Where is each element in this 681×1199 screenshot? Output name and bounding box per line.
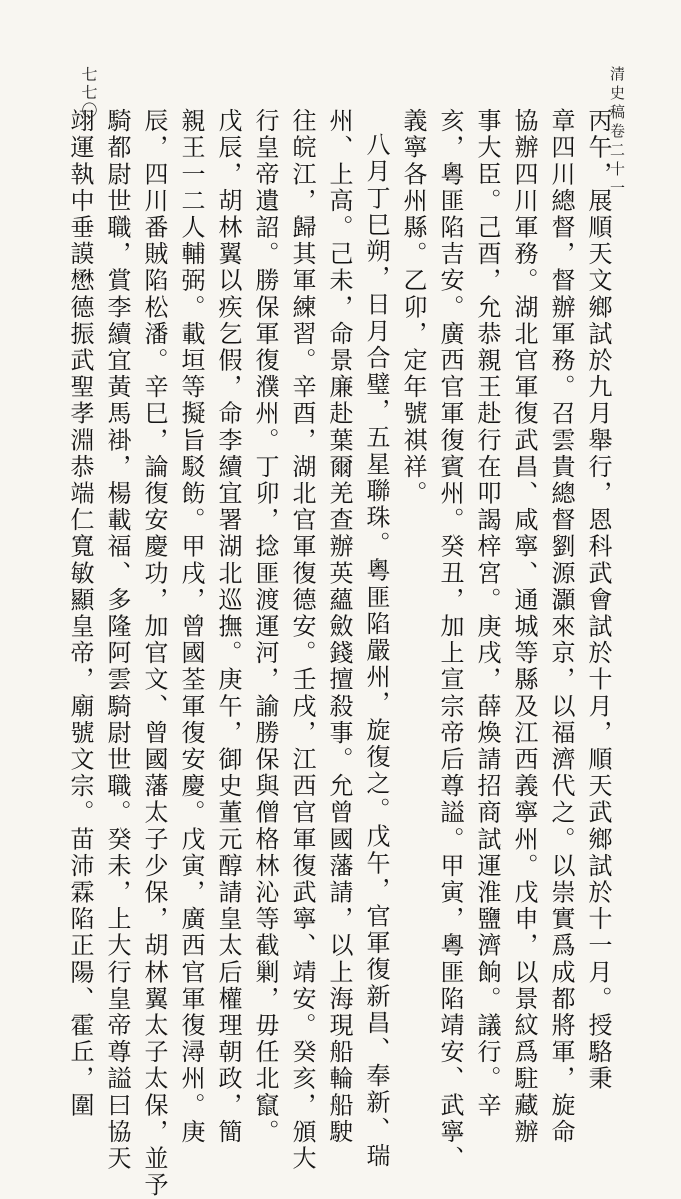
text-column-5: 亥，粵匪陷吉安。廣西官軍復賓州。癸丑，加上宣宗帝后尊謚。甲寅，粵匪陷靖安、武寧、	[436, 108, 464, 1172]
page-number: 七七〇	[79, 66, 98, 120]
text-column-14: 騎都尉世職，賞李續宜黃馬褂，楊載福、多隆阿雲騎尉世職。癸未，上大行皇帝尊謚曰協天	[103, 108, 131, 1172]
text-column-10: 行皇帝遺詔。勝保軍復濮州。丁卯，捻匪渡運河，諭勝保與僧格林沁等截剿，毋任北竄。	[251, 108, 279, 1146]
text-column-2: 章四川總督，督辦軍務。召雲貴總督劉源灝來京，以福濟代之。以崇實爲成都將軍，旋命	[547, 108, 575, 1146]
text-column-1: 丙午，展順天文鄉試於九月舉行，恩科武會試於十月，順天武鄉試於十一月。授駱秉	[584, 108, 612, 1093]
text-column-6: 義寧各州縣。乙卯，定年號祺祥。	[399, 108, 427, 507]
text-column-13: 辰，四川番賊陷松潘。辛巳，論復安慶功，加官文、曾國藩太子少保，胡林翼太子太保，並予	[140, 108, 168, 1199]
text-column-3: 協辦四川軍務。湖北官軍復武昌、咸寧、通城等縣及江西義寧州。戊申，以景紋爲駐藏辦	[510, 108, 538, 1146]
running-title: 清史稿卷二十一	[608, 66, 626, 199]
text-column-9: 往皖江，歸其軍練習。辛酉，湖北官軍復德安。壬戌，江西官軍復武寧、靖安。癸亥，頒大	[288, 108, 316, 1172]
text-column-8: 州、上高。己未，命景廉赴葉爾羌查辦英蘊斂錢擅殺事。允曾國藩請，以上海現船輪船駛	[325, 108, 353, 1146]
text-column-7: 八月丁巳朔，日月合璧，五星聯珠。粵匪陷嚴州，旋復之。戊午，官軍復新昌、奉新、瑞	[362, 132, 390, 1170]
text-column-4: 事大臣。己酉，允恭親王赴行在叩謁梓宮。庚戌，薛煥請招商試運淮鹽濟餉。議行。辛	[473, 108, 501, 1119]
text-column-15: 翊運執中垂謨懋德振武聖孝淵恭端仁寬敏顯皇帝，廟號文宗。苗沛霖陷正陽、霍丘，圍	[66, 108, 94, 1119]
text-column-11: 戊辰，胡林翼以疾乞假，命李續宜署湖北巡撫。庚午，御史董元醇請皇太后權理朝政，簡	[214, 108, 242, 1146]
text-column-12: 親王一二人輔弼。載垣等擬旨駁飭。甲戌，曾國荃軍復安慶。戊寅，廣西官軍復潯州。庚	[177, 108, 205, 1146]
